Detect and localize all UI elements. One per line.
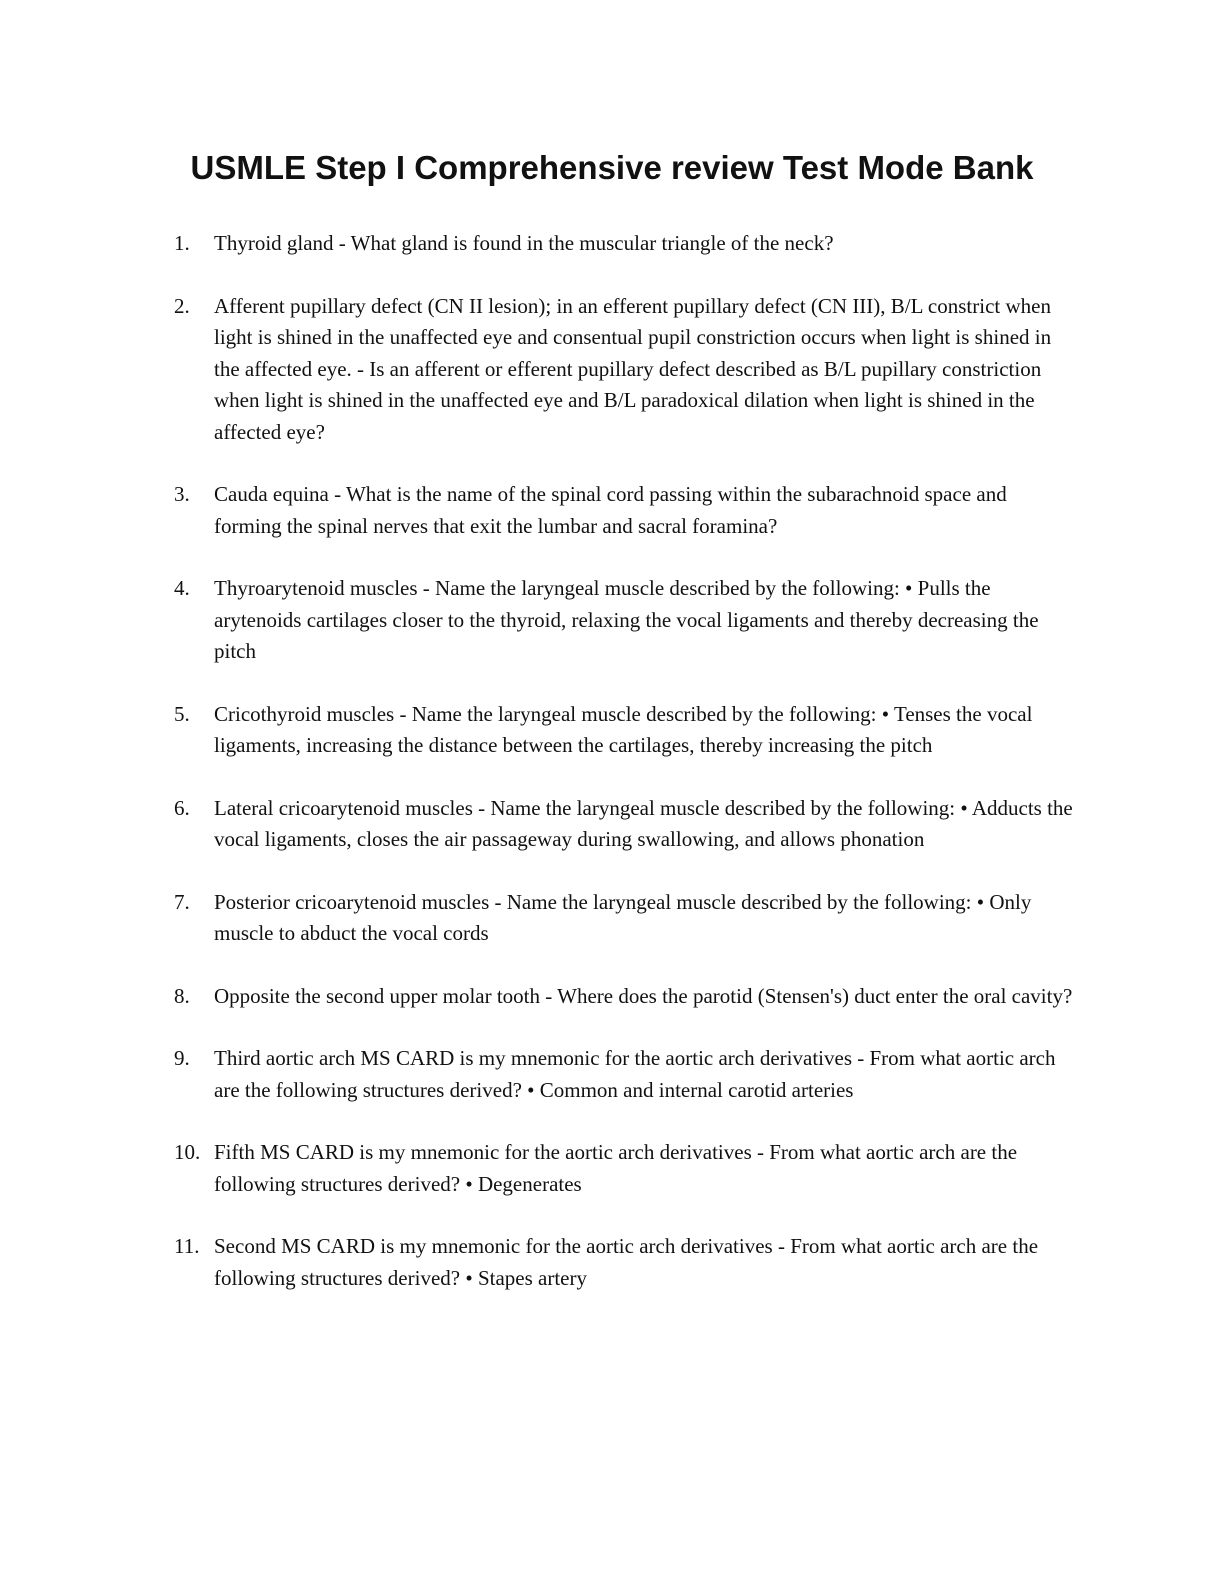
item-number: 3. xyxy=(174,482,190,506)
list-item xyxy=(174,1137,1074,1200)
item-text: Cauda equina - What is the name of the spinal cord passing within the subarachnoid space and forming the spinal nerves that exit the lumbar and sacral foramina? xyxy=(214,482,1007,538)
item-number: 9. xyxy=(174,1046,190,1070)
item-text: Thyroarytenoid muscles - Name the laryngeal muscle described by the following: • Pulls the arytenoids cartilages closer to the thyroid, relaxing the vocal ligaments and thereby decreasing the pitch xyxy=(214,576,1039,663)
item-text: Opposite the second upper molar tooth - Where does the parotid (Stensen's) duct enter the oral cavity? xyxy=(214,983,1073,1008)
item-text: Lateral cricoarytenoid muscles - Name the laryngeal muscle described by the following: • Adducts the vocal ligaments, closes the air passageway during swallowing, and allows phonation xyxy=(214,795,1073,851)
item-number: 5. xyxy=(174,701,190,726)
item-text: Third aortic arch MS CARD is my mnemonic for the aortic arch derivatives - From what aortic arch are the following structures derived? • Common and internal carotid arteries xyxy=(214,1046,1056,1102)
item-number: 1. xyxy=(174,231,190,255)
item-number: 10. xyxy=(174,1140,201,1164)
list-item xyxy=(174,981,1074,1013)
list-item xyxy=(174,793,1074,856)
question-list xyxy=(174,228,1074,1325)
item-number: 2. xyxy=(174,293,190,318)
page-title: USMLE Step I Comprehensive review Test Mode Bank xyxy=(190,149,1034,186)
item-text: Cricothyroid muscles - Name the laryngeal muscle described by the following: • Tenses the vocal ligaments, increasing the distance between the cartilages, thereby increasing the pitch xyxy=(214,701,1033,757)
item-text: Second MS CARD is my mnemonic for the aortic arch derivatives - From what aortic arch are the following structures derived? • Stapes artery xyxy=(214,1234,1039,1290)
list-item xyxy=(174,291,1074,449)
item-text: Thyroid gland - What gland is found in the muscular triangle of the neck? xyxy=(214,231,834,255)
list-item xyxy=(174,1231,1074,1294)
list-item xyxy=(174,887,1074,950)
list-item xyxy=(174,479,1074,542)
item-text: Fifth MS CARD is my mnemonic for the aortic arch derivatives - From what aortic arch are the following structures derived? • Degenerates xyxy=(214,1140,1018,1196)
item-number: 11. xyxy=(174,1234,200,1258)
item-number: 4. xyxy=(174,576,190,600)
list-item xyxy=(174,573,1074,668)
list-item xyxy=(174,1043,1074,1106)
list-item xyxy=(174,228,1074,260)
item-number: 8. xyxy=(174,983,190,1008)
item-text: Afferent pupillary defect (CN II lesion); in an efferent pupillary defect (CN III), B/L constrict when light is shined in the unaffected eye and consentual pupil constriction occurs when light is shined in the affected eye. - Is an afferent or efferent pupillary defect described as B/L pupillary constriction when light is shined in the unaffected eye and B/L paradoxical dilation when light is shined in the affected eye? xyxy=(214,293,1052,444)
item-number: 7. xyxy=(174,889,190,914)
list-item xyxy=(174,699,1074,762)
item-number: 6. xyxy=(174,795,190,820)
item-text: Posterior cricoarytenoid muscles - Name the laryngeal muscle described by the following: • Only muscle to abduct the vocal cords xyxy=(214,889,1032,945)
